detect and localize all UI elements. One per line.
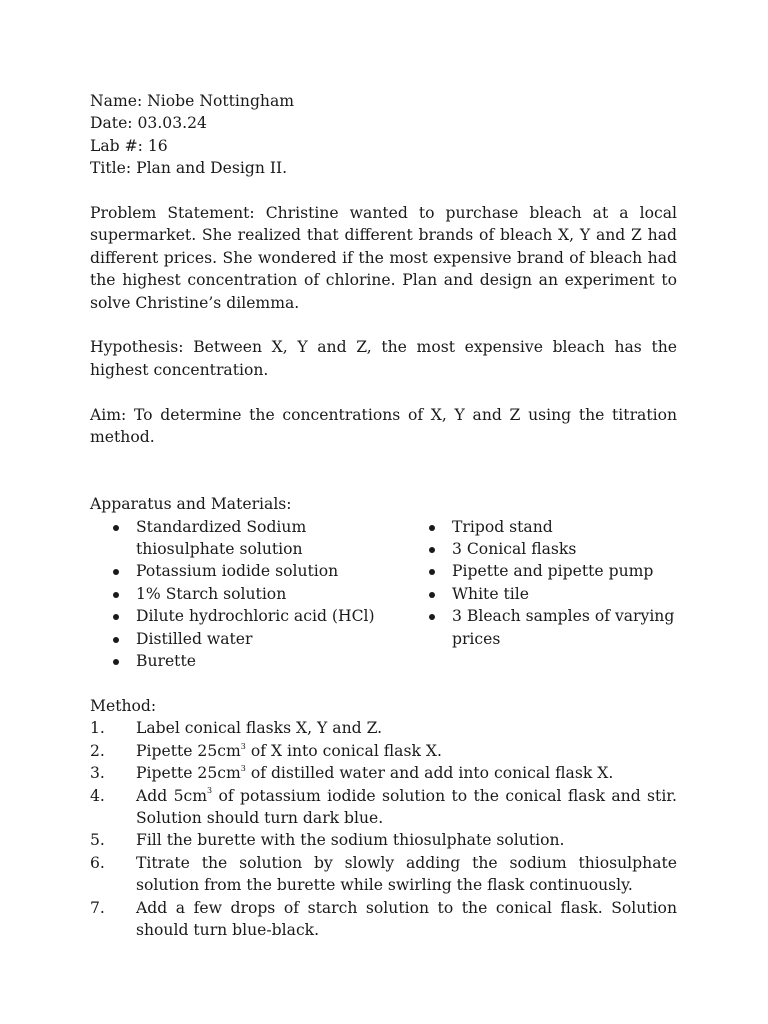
list-item: Tripod stand (406, 516, 677, 538)
report-title: Title: Plan and Design II. (90, 159, 288, 178)
method-step: 6. Titrate the solution by slowly adding the sodium thiosulphate solution from the burette while swirling the flask continuously. (90, 853, 677, 895)
method-step: 5. Fill the burette with the sodium thiosulphate solution. (90, 831, 565, 850)
list-item: Dilute hydrochloric acid (HCl) (90, 605, 406, 627)
problem-statement: Problem Statement: Christine wanted to purchase bleach at a local supermarket. She realized that different brands of bleach X, Y and Z had different prices. She wondered if the most expensive brand of bleach had the highest concentration of chlorine. Plan and design an experiment to solve Christine’s dilemma. (90, 204, 677, 312)
apparatus-list-right (406, 516, 677, 673)
bullet-icon (113, 525, 119, 531)
bullet-icon (429, 614, 435, 620)
bullet-icon (429, 592, 435, 598)
list-item: Pipette and pipette pump (406, 560, 677, 582)
method-step: 3. Pipette $25cm^3$ of distilled water and add into conical flask X. (90, 763, 614, 783)
bullet-icon (429, 547, 435, 553)
list-item: Standardized Sodium thiosulphate solution (90, 516, 406, 561)
list-item: 3 Bleach samples of varying prices (406, 605, 677, 650)
method-step: 1. Label conical flasks X, Y and Z. (90, 719, 383, 738)
apparatus-list-left (90, 516, 406, 673)
report-date: Date: 03.03.24 (90, 114, 207, 133)
apparatus-heading: Apparatus and Materials: (90, 495, 292, 514)
method-step: 2. Pipette $25cm^3$ of X into conical flask X. (90, 741, 442, 760)
hypothesis: Hypothesis: Between X, Y and Z, the most expensive bleach has the highest concentration. (90, 338, 677, 379)
bullet-icon (113, 614, 119, 620)
list-item: 3 Conical flasks (406, 538, 677, 560)
list-item: Potassium iodide solution (90, 560, 406, 582)
method-step: 4. Add $5cm^3$ of potassium iodide solution to the conical flask and stir. Solution should turn dark blue. (90, 786, 678, 827)
bullet-icon (113, 592, 119, 598)
list-item: Distilled water (90, 628, 406, 650)
bullet-icon (113, 569, 119, 575)
lab-number: Lab #: 16 (90, 136, 168, 155)
bullet-icon (113, 637, 119, 643)
list-item: White tile (406, 583, 677, 605)
method-step: 7. Add a few drops of starch solution to the conical flask. Solution should turn blue-black. (90, 898, 677, 939)
lab-report (90, 90, 677, 941)
method-steps (90, 717, 677, 941)
method-heading: Method: (90, 696, 157, 715)
student-name: Name: Niobe Nottingham (90, 92, 295, 110)
apparatus-list (90, 516, 677, 673)
aim: Aim: To determine the concentrations of X, Y and Z using the titration method. (90, 405, 677, 447)
bullet-icon (429, 525, 435, 531)
list-item: 1% Starch solution (90, 583, 406, 605)
list-item: Burette (90, 650, 406, 672)
bullet-icon (113, 659, 119, 665)
bullet-icon (429, 569, 435, 575)
